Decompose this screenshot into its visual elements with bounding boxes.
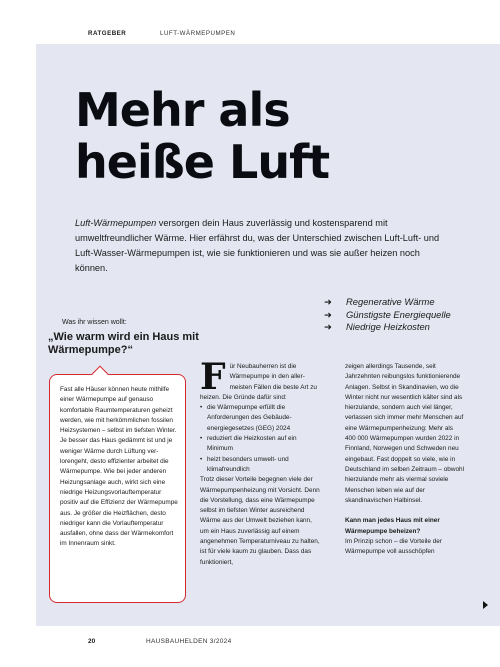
highlight-text: Günstigste Energiequelle	[346, 308, 451, 320]
drop-cap: F	[200, 356, 226, 398]
body-paragraph: Trotz dieser Vorteile begegnen viele der Wärmepumpenheizung mit Vorsicht. Denn die Vorstellung, dass eine Wärmepumpe selbst im tiefsten Winter ausreichend Wärme aus der Umwelt beziehen kann, um ein Haus zuverlässig auf einem angenehmen Temperaturniveau zu halten, ist für viele kaum zu glauben. Dass das funktioniert,	[200, 476, 320, 566]
page-footer	[88, 638, 232, 645]
right-arrow-icon: ➜	[324, 296, 332, 307]
reasons-list	[200, 403, 320, 475]
lead-paragraph	[75, 216, 445, 276]
lead-text: versorgen dein Haus zuverlässig und kostensparend mit umweltfreundlicher Wärme. Hier erfährst du, was der Unterschied zwischen Luft-Luft- und Luft-Wasser-Wärmepumpen ist, wie sie funktionieren und was sie außer heizen noch können.	[75, 218, 440, 273]
title-line-1: Mehr als	[75, 83, 290, 137]
highlight-item	[324, 296, 451, 309]
highlight-text: Regenerative Wärme	[346, 296, 435, 307]
triangle-right-icon	[483, 601, 488, 609]
faq-answer-text: Fast alle Häuser können heute mithilfe einer Wärmepumpe auf genauso komfortable Raumtemperaturen geheizt werden, wie mit herkömmlichen fossilen Heizsystemen – selbst im tiefsten Winter. Je besser das Haus gedämmt ist und je weniger Wärme durch Lüftung verlorengeht, desto effizienter arbeitet die Wärmepumpe. Wie bei jeder anderen Heizungsanlage auch, wirkt sich eine niedrige Heizungsvorlauftemperatur positiv auf die Effizienz der Wärmepumpe aus. Je größer die Heizflächen, desto niedriger kann die Vorlauftemperatur ausfallen, ohne dass der Wärmekomfort im Innenraum sinkt.	[60, 386, 178, 548]
running-header	[88, 30, 236, 37]
list-item: • heizt besonders umwelt- und klimafreundlich	[200, 455, 320, 476]
topic-label: LUFT-WÄRMEPUMPEN	[160, 30, 236, 37]
highlight-item	[324, 309, 451, 322]
right-arrow-icon: ➜	[324, 308, 332, 320]
page-number: 20	[88, 638, 96, 645]
section-label: RATGEBER	[88, 30, 127, 37]
paragraph-spacer	[345, 506, 465, 516]
article-title	[75, 84, 329, 188]
highlight-text: Niedrige Heizkosten	[346, 321, 430, 332]
highlights-list	[324, 296, 451, 334]
right-arrow-icon: ➜	[324, 321, 332, 332]
highlight-item	[324, 321, 451, 334]
list-item: • die Wärmepumpe erfüllt die Anforderungen des Gebäudeenergiegesetzes (GEG) 2024	[200, 403, 320, 434]
body-column-1	[200, 356, 320, 568]
body-paragraph: zeigen allerdings Tausende, seit Jahrzehnten reibungslos funktionierende Anlagen. Selbst in Skandinavien, wo die Winter nicht nur wesentlich kälter sind als hierzulande, sondern auch viel länger, verlassen sich immer mehr Menschen auf eine Wärmepumpenheizung: Mehr als 400 000 Wärmepumpen wurden 2022 in Finnland, Norwegen und Schweden neu eingebaut. Fast doppelt so viele, wie in Deutschland im selben Zeitraum – obwohl hierzulande mehr als viermal soviele Menschen leben wie auf der skandinavischen Halbinsel.	[345, 363, 464, 504]
body-column-2	[345, 362, 465, 558]
body-intro-text: ür Neubauherren ist die Wärmepumpe in den allermeisten Fällen die beste Art zu heizen. Die Gründe dafür sind:	[200, 363, 317, 401]
faq-kicker: Was ihr wissen wollt:	[62, 319, 127, 326]
body-paragraph: Im Prinzip schon – die Vorteile der Wärmepumpe voll ausschöpfen	[345, 538, 442, 556]
magazine-issue: HAUSBAUHELDEN 3/2024	[146, 638, 232, 645]
faq-question: „Wie warm wird ein Haus mit Wärmepumpe?“	[48, 331, 199, 356]
subheading: Kann man jedes Haus mit einer Wärmepumpe beheizen?	[345, 517, 440, 535]
list-item: • reduziert die Heizkosten auf ein Minimum	[200, 434, 320, 455]
title-line-2: heiße Luft	[75, 135, 330, 189]
faq-answer-box	[49, 374, 186, 603]
lead-emphasis: Luft-Wärmepumpen	[75, 218, 157, 228]
body-intro	[200, 356, 320, 403]
